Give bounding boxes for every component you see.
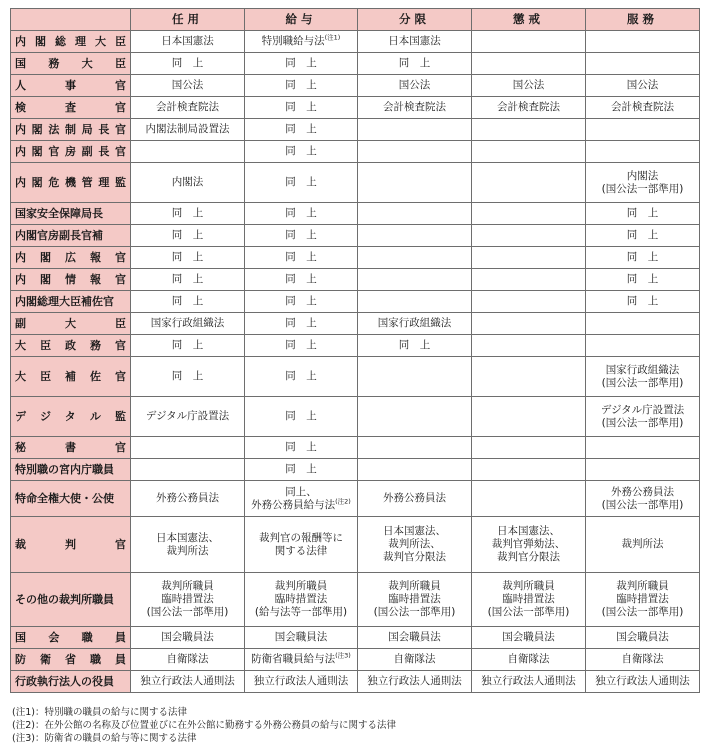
header-corner — [11, 9, 131, 31]
table-cell — [358, 671, 472, 693]
table-cell — [472, 75, 586, 97]
row-header: その他の裁判所職員 — [11, 573, 131, 627]
table-cell — [245, 31, 358, 53]
cell-text: 国公法 — [626, 79, 659, 91]
cell-text: 会計検査院法 — [383, 101, 446, 113]
cell-text: 国家行政組織法 — [605, 363, 680, 376]
cell-text: 同 上 — [171, 295, 204, 307]
row-header: 大臣政務官 — [11, 335, 131, 357]
table-cell — [245, 627, 358, 649]
table-row — [11, 291, 700, 313]
cell-text: 独立行政法人通則法 — [140, 675, 235, 687]
cell-text: 同 上 — [626, 295, 659, 307]
table-cell — [245, 225, 358, 247]
cell-text: 同 上 — [171, 273, 204, 285]
table-cell — [245, 291, 358, 313]
cell-text: 同 上 — [285, 251, 317, 263]
table-cell — [131, 31, 245, 53]
cell-text: 国公法 — [398, 79, 431, 91]
cell-text: 国家行政組織法 — [377, 317, 452, 329]
row-header: 副大臣 — [11, 313, 131, 335]
table-cell — [245, 649, 358, 671]
cell-text: 臨時措置法 — [388, 593, 441, 605]
cell-text: 同 上 — [285, 370, 317, 382]
row-header: 内閣危機管理監 — [11, 163, 131, 203]
cell-text: 独立行政法人通則法 — [253, 675, 349, 687]
table-cell — [131, 291, 245, 313]
table-cell — [131, 203, 245, 225]
table-cell — [586, 573, 700, 627]
cell-text: 裁判所職員 — [616, 580, 669, 592]
cell-text: 国会職員法 — [161, 631, 214, 643]
table-cell — [131, 75, 245, 97]
cell-text: 同 上 — [285, 207, 317, 219]
cell-text: 同 上 — [285, 123, 317, 135]
cell-text: 同 上 — [626, 251, 659, 263]
table-cell — [586, 397, 700, 437]
cell-text: 臨時措置法 — [502, 593, 555, 605]
table-row — [11, 397, 700, 437]
table-cell — [358, 53, 472, 75]
row-header: 内閣広報官 — [11, 247, 131, 269]
cell-text: 同 上 — [285, 176, 317, 188]
cell-text: 日本国憲法、 — [383, 525, 446, 537]
table-cell — [586, 269, 700, 291]
cell-text: 裁判所法、 — [388, 538, 441, 550]
table-row — [11, 97, 700, 119]
table-row — [11, 141, 700, 163]
row-header: 内閣法制局長官 — [11, 119, 131, 141]
table-cell — [472, 97, 586, 119]
table-cell — [358, 517, 472, 573]
table-cell — [586, 313, 700, 335]
header-appointment: 任用 — [131, 9, 245, 31]
cell-text: 同 上 — [285, 317, 317, 329]
cell-text: 会計検査院法 — [497, 101, 560, 113]
cell-text: 同 上 — [171, 207, 204, 219]
table-cell — [472, 357, 586, 397]
table-cell — [358, 203, 472, 225]
cell-text: (国公法一部準用) — [601, 606, 684, 618]
cell-text: 同 上 — [285, 229, 317, 241]
table-cell — [358, 141, 472, 163]
cell-text: 裁判所職員 — [388, 580, 441, 592]
cell-text: 日本国憲法、 — [156, 531, 219, 544]
table-cell — [131, 627, 245, 649]
cell-text: 内閣法制局設置法 — [145, 123, 230, 135]
table-cell — [358, 627, 472, 649]
table-row — [11, 459, 700, 481]
row-header: デジタル監 — [11, 397, 131, 437]
table-cell — [472, 459, 586, 481]
cell-text: 裁判所職員 — [161, 580, 214, 592]
table-cell — [586, 291, 700, 313]
cell-text: 裁判所法 — [621, 538, 664, 550]
cell-text: 裁判所職員 — [274, 580, 328, 592]
cell-text: 会計検査院法 — [611, 101, 674, 113]
table-cell — [358, 225, 472, 247]
table-cell — [586, 459, 700, 481]
table-cell — [131, 459, 245, 481]
cell-text: 外務公務員法 — [156, 492, 219, 504]
row-header: 検査官 — [11, 97, 131, 119]
cell-text: (国公法一部準用) — [373, 606, 456, 618]
table-cell — [586, 247, 700, 269]
table-row — [11, 649, 700, 671]
cell-text: 自衛隊法 — [621, 653, 664, 665]
table-cell — [472, 517, 586, 573]
table-cell — [472, 649, 586, 671]
table-cell — [358, 459, 472, 481]
table-cell — [358, 31, 472, 53]
cell-text: 独立行政法人通則法 — [367, 675, 462, 687]
cell-text: 防衛省職員給与法$^{(注3)}$ — [251, 651, 351, 665]
table-cell — [358, 75, 472, 97]
cell-text: 日本国憲法、 — [497, 525, 560, 537]
table-cell — [586, 97, 700, 119]
cell-text: デジタル庁設置法 — [145, 410, 230, 422]
table-cell — [586, 53, 700, 75]
table-cell — [131, 119, 245, 141]
cell-text: 同 上 — [285, 273, 317, 285]
table-cell — [358, 649, 472, 671]
table-row — [11, 573, 700, 627]
table-cell — [131, 481, 245, 517]
row-header: 行政執行法人の役員 — [11, 671, 131, 693]
cell-text: (国公法一部準用) — [487, 606, 570, 618]
table-row — [11, 269, 700, 291]
table-cell — [472, 481, 586, 517]
table-cell — [358, 313, 472, 335]
table-cell — [358, 573, 472, 627]
table-cell — [131, 313, 245, 335]
table-cell — [131, 517, 245, 573]
cell-text: 外務公務員給与法$^{(注2)}$ — [251, 497, 351, 511]
cell-text: 裁判所職員 — [502, 580, 555, 592]
cell-text: (給与法等一部準用) — [254, 606, 348, 618]
table-cell — [358, 481, 472, 517]
cell-text: 裁判官の報酬等に — [259, 531, 343, 544]
table-cell — [586, 31, 700, 53]
table-cell — [586, 437, 700, 459]
cell-text: 独立行政法人通則法 — [481, 675, 576, 687]
table-row — [11, 357, 700, 397]
table-cell — [472, 627, 586, 649]
table-cell — [586, 627, 700, 649]
table-cell — [245, 313, 358, 335]
cell-text: 裁判官弾劾法、 — [491, 538, 566, 550]
cell-text: 日本国憲法 — [388, 35, 441, 47]
table-cell — [131, 247, 245, 269]
cell-text: 会計検査院法 — [156, 101, 219, 113]
cell-text: (国公法一部準用) — [601, 498, 684, 511]
cell-text: 臨時措置法 — [616, 593, 669, 605]
table-cell — [472, 291, 586, 313]
table-cell — [586, 141, 700, 163]
table-cell — [245, 75, 358, 97]
row-header: 内閣官房副長官 — [11, 141, 131, 163]
table-cell — [586, 649, 700, 671]
footnote-ref: (注1) — [324, 33, 341, 42]
table-cell — [245, 97, 358, 119]
cell-text: 国会職員法 — [274, 631, 328, 643]
table-cell — [245, 397, 358, 437]
table-cell — [245, 573, 358, 627]
cell-text: 同 上 — [398, 339, 431, 351]
table-cell — [358, 119, 472, 141]
table-cell — [358, 247, 472, 269]
table-cell — [131, 573, 245, 627]
cell-text: (国公法一部準用) — [601, 376, 684, 389]
table-cell — [472, 269, 586, 291]
table-cell — [586, 671, 700, 693]
table-row — [11, 203, 700, 225]
table-cell — [245, 203, 358, 225]
cell-text: 同 上 — [171, 229, 204, 241]
footnote-ref: (注2) — [335, 497, 351, 505]
table-cell — [358, 437, 472, 459]
table-cell — [472, 313, 586, 335]
row-header: 特命全権大使・公使 — [11, 481, 131, 517]
cell-text: 同 上 — [285, 441, 317, 453]
table-cell — [358, 397, 472, 437]
table-cell — [245, 671, 358, 693]
table-cell — [472, 31, 586, 53]
table-cell — [472, 119, 586, 141]
table-cell — [131, 97, 245, 119]
table-cell — [245, 335, 358, 357]
table-cell — [358, 335, 472, 357]
table-row — [11, 75, 700, 97]
footnote-2: (注2)：在外公館の名称及び位置並びに在外公館に勤務する外務公務員の給与に関する法律 — [12, 720, 396, 731]
cell-text: 臨時措置法 — [274, 593, 328, 605]
table-cell — [472, 203, 586, 225]
table-cell — [131, 335, 245, 357]
cell-text: 同 上 — [285, 410, 317, 422]
table-cell — [358, 269, 472, 291]
cell-text: (国公法一部準用) — [601, 416, 684, 429]
cell-text: 国公法 — [512, 79, 545, 91]
table-cell — [245, 119, 358, 141]
cell-text: 同 上 — [285, 57, 317, 69]
table-cell — [472, 163, 586, 203]
table-cell — [131, 141, 245, 163]
cell-text: (国公法一部準用) — [146, 606, 229, 618]
footnote-ref: (注3) — [335, 651, 351, 660]
cell-text: 同上、 — [285, 485, 317, 498]
cell-text: 国公法 — [171, 79, 204, 91]
cell-text: 特別職給与法$^{(注1)}$ — [261, 33, 341, 47]
table-cell — [131, 671, 245, 693]
table-cell — [586, 517, 700, 573]
row-header: 国会職員 — [11, 627, 131, 649]
cell-text: 裁判官分限法 — [497, 551, 560, 563]
table-cell — [586, 225, 700, 247]
table-cell — [131, 53, 245, 75]
table-row — [11, 163, 700, 203]
cell-text: 日本国憲法 — [161, 35, 214, 47]
cell-text: 裁判官分限法 — [383, 551, 446, 563]
table-cell — [358, 163, 472, 203]
cell-text: 同 上 — [285, 79, 317, 91]
header-service: 服務 — [586, 9, 700, 31]
table-cell — [586, 357, 700, 397]
header-row — [11, 9, 700, 31]
table-cell — [245, 481, 358, 517]
cell-text: 同 上 — [171, 370, 204, 382]
cell-text: 同 上 — [398, 57, 431, 69]
header-discipline: 懲戒 — [472, 9, 586, 31]
cell-text: 外務公務員法 — [383, 492, 446, 504]
table-cell — [131, 437, 245, 459]
table-row — [11, 335, 700, 357]
table-cell — [245, 163, 358, 203]
cell-text: 外務公務員法 — [611, 485, 674, 498]
table-cell — [245, 517, 358, 573]
cell-text: 同 上 — [285, 101, 317, 113]
cell-text: (国公法一部準用) — [601, 182, 684, 195]
table-cell — [131, 397, 245, 437]
table-cell — [131, 649, 245, 671]
cell-text: 同 上 — [626, 229, 659, 241]
table-cell — [245, 459, 358, 481]
row-header: 秘書官 — [11, 437, 131, 459]
table-row — [11, 119, 700, 141]
table-cell — [586, 481, 700, 517]
row-header: 内閣総理大臣補佐官 — [11, 291, 131, 313]
table-row — [11, 247, 700, 269]
cell-text: 同 上 — [171, 251, 204, 263]
cell-text: 同 上 — [171, 339, 204, 351]
table-row — [11, 627, 700, 649]
table-row — [11, 225, 700, 247]
row-header: 人事官 — [11, 75, 131, 97]
row-header: 内閣官房副長官補 — [11, 225, 131, 247]
table-cell — [358, 357, 472, 397]
table-row — [11, 481, 700, 517]
cell-text: デジタル庁設置法 — [600, 403, 685, 416]
row-header: 裁判官 — [11, 517, 131, 573]
row-header: 国務大臣 — [11, 53, 131, 75]
table-row — [11, 31, 700, 53]
table-cell — [472, 437, 586, 459]
cell-text: 同 上 — [626, 273, 659, 285]
row-header: 国家安全保障局長 — [11, 203, 131, 225]
cell-text: 同 上 — [626, 207, 659, 219]
table-cell — [131, 225, 245, 247]
table-row — [11, 53, 700, 75]
table-cell — [131, 163, 245, 203]
row-header: 大臣補佐官 — [11, 357, 131, 397]
table-row — [11, 517, 700, 573]
table-cell — [472, 247, 586, 269]
footnotes — [12, 706, 692, 745]
table-cell — [586, 75, 700, 97]
table-cell — [245, 437, 358, 459]
row-header: 内閣情報官 — [11, 269, 131, 291]
table-cell — [131, 357, 245, 397]
table-row — [11, 437, 700, 459]
table-cell — [472, 671, 586, 693]
header-salary: 給与 — [245, 9, 358, 31]
cell-text: 国家行政組織法 — [150, 317, 225, 329]
table-cell — [245, 247, 358, 269]
table-cell — [586, 163, 700, 203]
row-header: 防衛省職員 — [11, 649, 131, 671]
cell-text: 内閣法 — [171, 176, 204, 188]
table-body — [11, 31, 700, 693]
law-table — [10, 8, 700, 693]
table-cell — [245, 357, 358, 397]
table-row — [11, 671, 700, 693]
table-cell — [586, 203, 700, 225]
cell-text: 関する法律 — [274, 544, 328, 557]
cell-text: 裁判所法 — [166, 544, 209, 557]
cell-text: 自衛隊法 — [393, 653, 436, 665]
table-cell — [472, 335, 586, 357]
row-header: 内閣総理大臣 — [11, 31, 131, 53]
table-cell — [472, 397, 586, 437]
cell-text: 国会職員法 — [388, 631, 441, 643]
table-cell — [245, 269, 358, 291]
table-cell — [358, 291, 472, 313]
table-cell — [245, 53, 358, 75]
cell-text: 自衛隊法 — [166, 653, 209, 665]
cell-text: 臨時措置法 — [161, 593, 214, 605]
cell-text: 同 上 — [171, 57, 204, 69]
cell-text: 独立行政法人通則法 — [595, 675, 690, 687]
table-cell — [472, 573, 586, 627]
table-cell — [131, 269, 245, 291]
cell-text: 自衛隊法 — [507, 653, 550, 665]
table-row — [11, 313, 700, 335]
cell-text: 同 上 — [285, 145, 317, 157]
cell-text: 同 上 — [285, 339, 317, 351]
footnote-3: (注3)：防衛省の職員の給与等に関する法律 — [12, 733, 197, 744]
header-status: 分限 — [358, 9, 472, 31]
footnote-1: (注1)：特別職の職員の給与に関する法律 — [12, 707, 187, 718]
cell-text: 国会職員法 — [502, 631, 555, 643]
table-cell — [586, 119, 700, 141]
table-cell — [472, 225, 586, 247]
table-cell — [358, 97, 472, 119]
table-cell — [245, 141, 358, 163]
table-cell — [472, 141, 586, 163]
cell-text: 国会職員法 — [616, 631, 669, 643]
row-header: 特別職の宮内庁職員 — [11, 459, 131, 481]
cell-text: 同 上 — [285, 463, 317, 475]
table-cell — [472, 53, 586, 75]
table-cell — [586, 335, 700, 357]
cell-text: 内閣法 — [626, 169, 659, 182]
cell-text: 同 上 — [285, 295, 317, 307]
